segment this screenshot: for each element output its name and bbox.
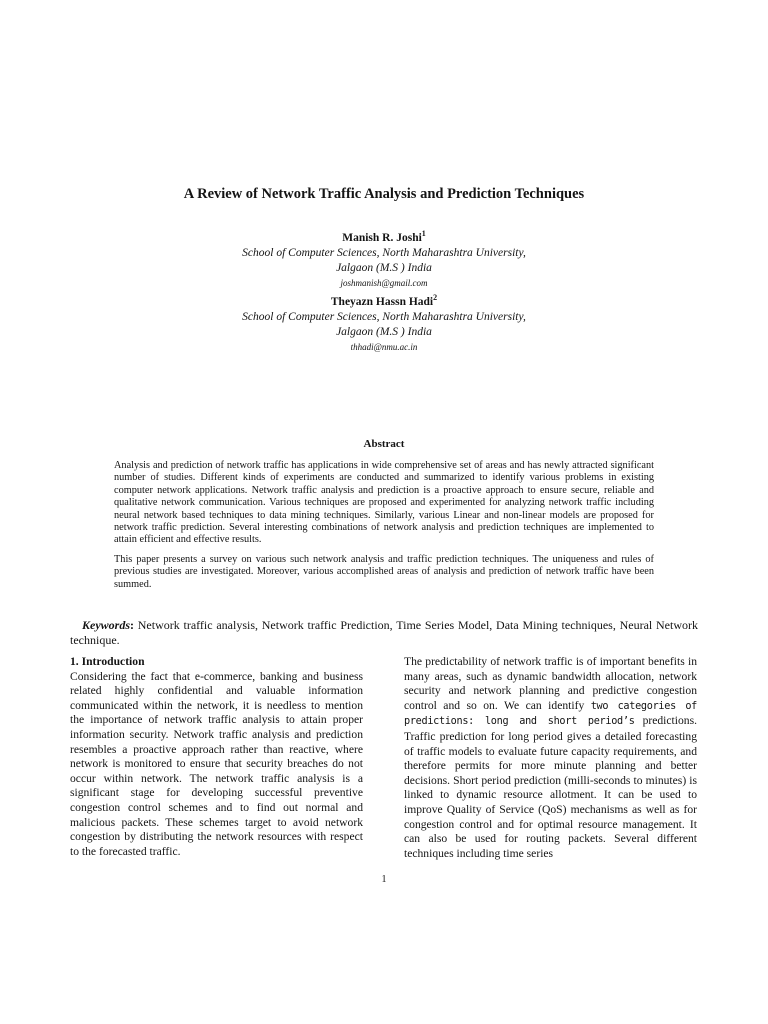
author-affiliation-location: Jalgaon (M.S ) India <box>336 262 432 274</box>
intro-text-part: The predictability of network traffic is of important benefits in many areas, such as dynamic bandwidth allocation, network security and network planning and predictive congestion control and so on. We can identify <box>404 655 697 712</box>
keywords-line <box>70 618 698 648</box>
author-name <box>0 290 768 310</box>
author-name <box>0 226 768 246</box>
intro-paragraph-right <box>404 655 697 861</box>
author-name-text: Manish R. Joshi <box>342 232 422 244</box>
author-name-text: Theyazn Hassn Hadi <box>330 296 434 308</box>
author-affiliation: School of Computer Sciences, North Maharashtra University, <box>242 311 526 323</box>
paper-title: A Review of Network Traffic Analysis and Prediction Techniques <box>183 186 585 202</box>
intro-text-part: predictions. Traffic prediction for long period gives a detailed forecasting of traffic models to evaluate future capacity requirements, and therefore permits for more minute planning and better decisions. Short period prediction (milli-seconds to minutes) is linked to dynamic resource allotment. It can be used to improve Quality of Service (QoS) mechanisms as well as for congestion control and for optimal resource management. It can also be used for routing packets. Several different techniques including time series <box>404 714 697 860</box>
author-email[interactable]: joshmanish@gmail.com <box>340 278 428 288</box>
author-affiliation: School of Computer Sciences, North Maharashtra University, <box>242 247 526 259</box>
intro-text-typewriter-phrase: two categories of predictions: long and short period’s <box>404 700 697 728</box>
keywords-label: Keywords <box>82 618 130 632</box>
section-heading: 1. Introduction <box>70 655 145 668</box>
intro-paragraph-left: Considering the fact that e-commerce, banking and business related highly confidential and valuable information communicated within the network, it is needless to mention the importance of network traffic analysis to attain proper information security. Network traffic analysis and prediction resembles a proactive approach rather than reactive, where network is monitored to ensure that security breaches do not occur within network. The network traffic analysis is a significant stage for developing successful preventive congestion control schemes and to find out normal and malicious packets. These schemes target to avoid network congestion by distributing the network resources with respect to the forecasted traffic. <box>70 669 363 858</box>
abstract-body <box>114 460 654 598</box>
abstract-paragraph: Analysis and prediction of network traffic has applications in wide comprehensive set of areas and has newly attracted significant number of studies. Different kinds of experiments are conducted and summarized to identify various problems in existing computer network applications. Network traffic analysis and prediction is a proactive approach to ensure secure, reliable and qualitative network communication. Various techniques are proposed and experimented for analyzing network traffic including neural network based techniques to data mining techniques. Similarly, various Linear and non-linear models are proposed for network traffic prediction. Several interesting combinations of network analysis and prediction techniques are implemented to attain efficient and effective results. <box>114 460 654 546</box>
right-column <box>404 655 697 861</box>
keywords-colon: : <box>130 618 134 632</box>
author-superscript: 2 <box>433 293 438 302</box>
author-block <box>0 226 768 354</box>
author-email[interactable]: thhadi@nmu.ac.in <box>350 342 418 352</box>
abstract-heading: Abstract <box>363 438 405 450</box>
page-number: 1 <box>381 874 387 885</box>
left-column <box>70 655 363 859</box>
author-affiliation-location: Jalgaon (M.S ) India <box>336 326 432 338</box>
keywords-text: Network traffic analysis, Network traffic Prediction, Time Series Model, Data Mining techniques, Neural Network technique. <box>70 618 698 647</box>
abstract-paragraph: This paper presents a survey on various such network analysis and traffic prediction techniques. The uniqueness and rules of previous studies are investigated. Moreover, various accomplished areas of analysis and prediction of network traffic have been summed. <box>114 553 654 590</box>
author-superscript: 1 <box>421 229 426 238</box>
